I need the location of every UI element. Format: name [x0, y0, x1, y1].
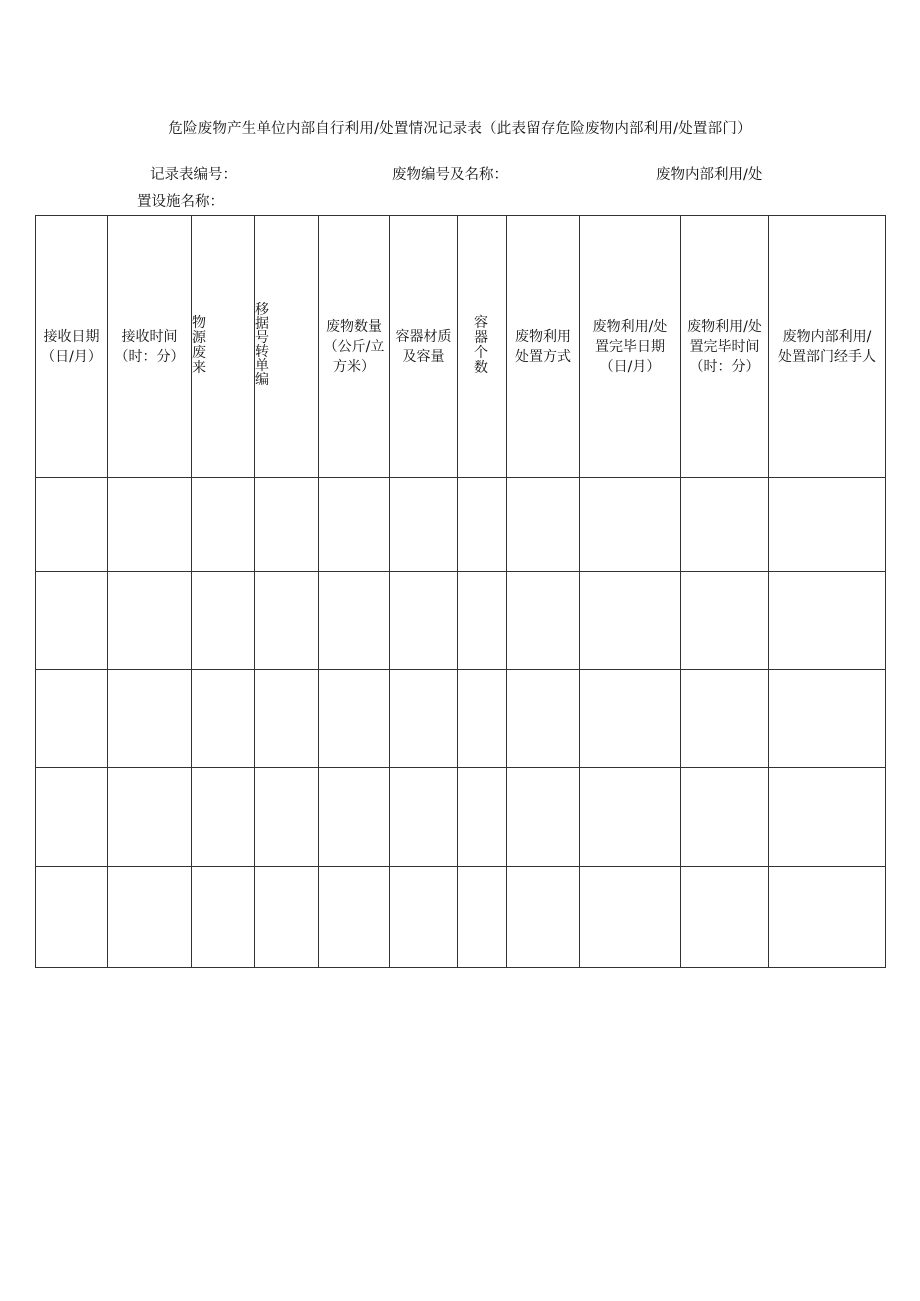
table-cell[interactable] [580, 478, 681, 572]
table-cell[interactable] [390, 670, 458, 768]
table-cell[interactable] [580, 867, 681, 968]
record-table [35, 215, 886, 968]
table-cell[interactable] [580, 768, 681, 867]
table-cell[interactable] [580, 572, 681, 670]
header-container-count: 容器个数 [458, 216, 507, 478]
table-cell[interactable] [507, 572, 580, 670]
table-cell[interactable] [36, 478, 108, 572]
table-row [36, 768, 886, 867]
table-cell[interactable] [681, 572, 769, 670]
table-cell[interactable] [319, 768, 390, 867]
table-row [36, 670, 886, 768]
table-cell[interactable] [769, 670, 886, 768]
header-waste-source: 物源废来 [192, 216, 255, 478]
facility-label-line1: 废物内部利用/处 [656, 167, 763, 183]
table-row [36, 478, 886, 572]
header-container-material: 容器材质 及容量 [390, 216, 458, 478]
table-cell[interactable] [108, 670, 192, 768]
table-cell[interactable] [681, 670, 769, 768]
table-cell[interactable] [192, 768, 255, 867]
header-waste-quantity: 废物数量 （公斤/立 方米） [319, 216, 390, 478]
header-receive-date: 接收日期 （日/月） [36, 216, 108, 478]
table-row [36, 572, 886, 670]
table-cell[interactable] [390, 478, 458, 572]
record-no-label: 记录表编号： [150, 167, 237, 183]
table-cell[interactable] [390, 867, 458, 968]
table-cell[interactable] [507, 478, 580, 572]
table-cell[interactable] [255, 572, 319, 670]
table-cell[interactable] [108, 867, 192, 968]
table-cell[interactable] [458, 572, 507, 670]
table-cell[interactable] [507, 867, 580, 968]
table-cell[interactable] [36, 670, 108, 768]
header-disposal-method: 废物利用 处置方式 [507, 216, 580, 478]
table-cell[interactable] [319, 478, 390, 572]
table-cell[interactable] [507, 670, 580, 768]
table-cell[interactable] [255, 670, 319, 768]
table-cell[interactable] [36, 867, 108, 968]
table-cell[interactable] [108, 478, 192, 572]
table-cell[interactable] [192, 670, 255, 768]
table-cell[interactable] [192, 478, 255, 572]
table-cell[interactable] [507, 768, 580, 867]
table-cell[interactable] [255, 478, 319, 572]
table-cell[interactable] [458, 478, 507, 572]
header-receive-time: 接收时间 （时：分） [108, 216, 192, 478]
table-cell[interactable] [36, 768, 108, 867]
document-title: 危险废物产生单位内部自行利用/处置情况记录表（此表留存危险废物内部利用/处置部门） [168, 121, 752, 137]
table-cell[interactable] [108, 768, 192, 867]
table-cell[interactable] [319, 670, 390, 768]
header-row [36, 216, 886, 478]
table-cell[interactable] [192, 867, 255, 968]
table-cell[interactable] [255, 867, 319, 968]
table-cell[interactable] [390, 572, 458, 670]
header-handler: 废物内部利用/ 处置部门经手人 [769, 216, 886, 478]
table-cell[interactable] [458, 670, 507, 768]
table-cell[interactable] [769, 768, 886, 867]
table-cell[interactable] [319, 867, 390, 968]
table-cell[interactable] [681, 867, 769, 968]
table-cell[interactable] [769, 867, 886, 968]
header-transfer-manifest-no: 移据号转单编 [255, 216, 319, 478]
table-cell[interactable] [108, 572, 192, 670]
table-cell[interactable] [769, 572, 886, 670]
table-cell[interactable] [390, 768, 458, 867]
table-cell[interactable] [192, 572, 255, 670]
facility-label-line2: 置设施名称： [137, 194, 224, 210]
table-cell[interactable] [769, 478, 886, 572]
table-cell[interactable] [681, 478, 769, 572]
waste-code-label: 废物编号及名称： [392, 167, 508, 183]
table-cell[interactable] [458, 867, 507, 968]
table-cell[interactable] [580, 670, 681, 768]
header-completion-time: 废物利用/处 置完毕时间 （时：分） [681, 216, 769, 478]
table-row [36, 867, 886, 968]
header-completion-date: 废物利用/处 置完毕日期 （日/月） [580, 216, 681, 478]
table-cell[interactable] [681, 768, 769, 867]
table-cell[interactable] [255, 768, 319, 867]
table-cell[interactable] [319, 572, 390, 670]
table-cell[interactable] [458, 768, 507, 867]
table-cell[interactable] [36, 572, 108, 670]
